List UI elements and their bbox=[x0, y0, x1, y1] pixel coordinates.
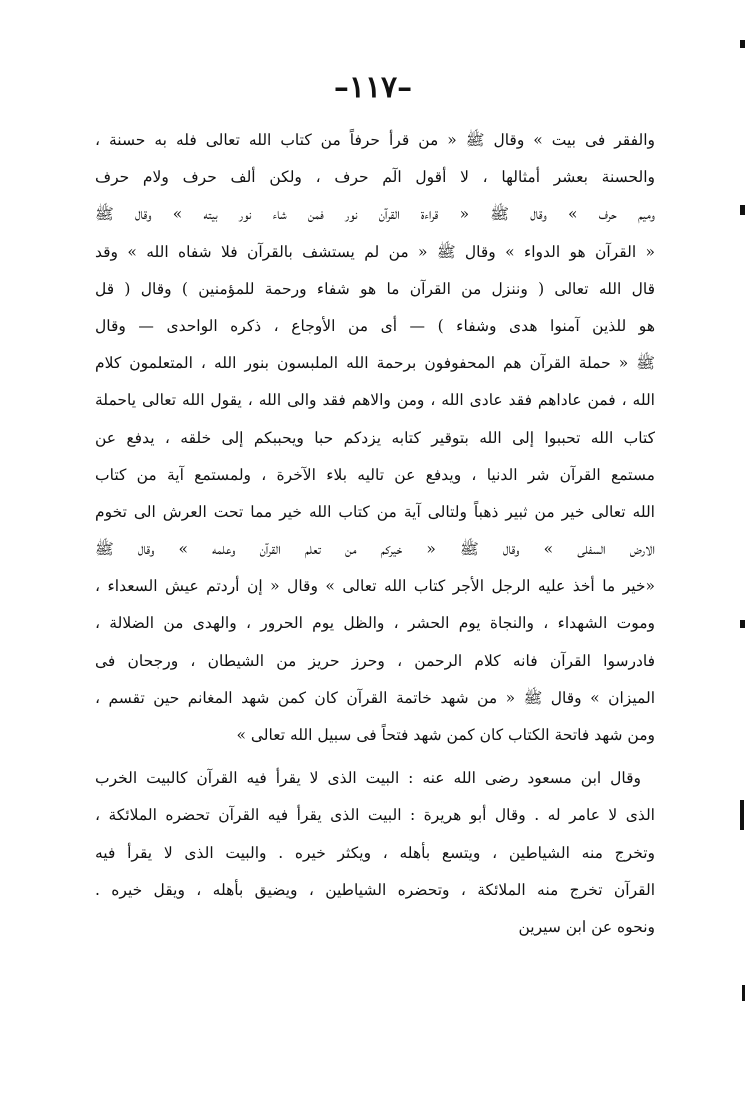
text-line: ومن شهد فاتحة الكتاب كان كمن شهد فتحاً فى سبيل الله تعالى » bbox=[236, 726, 655, 744]
text-line: «خير ما أخذ عليه الرجل الأجر كتاب الله تعالى » وقال « إن أردتم عيش السعداء ، bbox=[95, 577, 655, 596]
text-line: الارض السفلى » وقال ﷺ « خيركم من تعلم القرآن وعلمه » وقال ﷺ bbox=[95, 540, 655, 559]
text-line: والحسنة بعشر أمثالها ، لا أقول الٓم حرف ، ولكن ألف حرف ولام حرف bbox=[95, 168, 655, 187]
text-line: « القرآن هو الدواء » وقال ﷺ « من لم يستشف بالقرآن فلا شفاه الله » وقد bbox=[95, 242, 655, 261]
scan-edge-mark bbox=[740, 40, 745, 48]
scan-edge-mark bbox=[740, 620, 745, 628]
text-line: الله ، فمن عاداهم فقد عادى الله ، ومن والاهم فقد والى الله ، يقول الله تعالى ياحملة bbox=[95, 391, 655, 410]
text-line: الميزان » وقال ﷺ « من شهد خاتمة القرآن كان كمن شهد المغانم حين تقسم ، bbox=[95, 688, 655, 707]
text-line: الذى لا عامر له . وقال أبو هريرة : البيت الذى يقرأ فيه القرآن تحضره الملائكة ، bbox=[95, 806, 655, 825]
text-line: القرآن تخرج منه الملائكة ، وتحضره الشياطين ، ويضيق بأهله ، ويقل خيره . bbox=[95, 880, 655, 899]
text-line: فادرسوا القرآن فانه كلام الرحمن ، وحرز حريز من الشيطان ، ورجحان فى bbox=[95, 651, 655, 670]
scan-edge-mark bbox=[740, 800, 744, 830]
text-line: ﷺ « حملة القرآن هم المحفوفون برحمة الله الملبسون بنور الله ، المتعلمون كلام bbox=[95, 354, 655, 373]
text-line: مستمع القرآن شر الدنيا ، ويدفع عن تاليه بلاء الآخرة ، ولمستمع آية من كتاب bbox=[95, 465, 655, 484]
body-text bbox=[95, 122, 655, 946]
paragraph-first-line: وقال ابن مسعود رضى الله عنه : البيت الذى لا يقرأ فيه القرآن كالبيت الخرب bbox=[95, 769, 641, 788]
text-line: وموت الشهداء ، والنجاة يوم الحشر ، والظل يوم الحرور ، والهدى من الضلالة ، bbox=[95, 614, 655, 633]
text-line: الله تعالى خير من ثبير ذهباً ولتالى آية من كتاب الله خير مما تحت العرش الى تخوم bbox=[95, 502, 655, 521]
text-line: وتخرج منه الشياطين ، ويتسع بأهله ، ويكثر خيره . والبيت الذى لا يقرأ فيه bbox=[95, 843, 655, 862]
text-line: كتاب الله تحببوا إلى الله بتوقير كتابه يزدكم حبا ويحببكم إلى خلقه ، يدفع عن bbox=[95, 428, 655, 447]
text-line: هو للذين آمنوا هدى وشفاء ) — أى من الأوجاع ، ذكره الواحدى — وقال bbox=[95, 316, 655, 335]
text-line: ونحوه عن ابن سيرين bbox=[518, 917, 655, 936]
scan-edge-mark bbox=[742, 985, 745, 1001]
text-line: وميم حرف » وقال ﷺ « قراءة القرآن نور فمن شاء نور بيته » وقال ﷺ bbox=[95, 205, 655, 224]
scan-edge-mark bbox=[740, 205, 745, 215]
text-line: والفقر فى بيت » وقال ﷺ « من قرأ حرفاً من كتاب الله تعالى فله به حسنة ، bbox=[95, 131, 655, 149]
text-line: قال الله تعالى ( وننزل من القرآن ما هو شفاء ورحمة للمؤمنين ) وقال ( قل bbox=[95, 279, 655, 298]
page-number: –١١٧– bbox=[333, 70, 413, 105]
